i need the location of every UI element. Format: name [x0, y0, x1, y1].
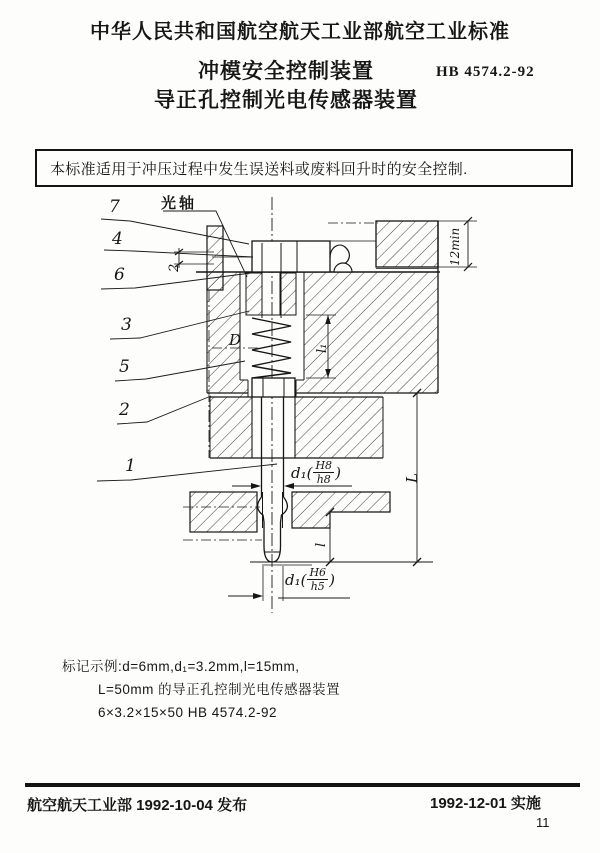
fit-upper-prefix: d₁(: [291, 463, 313, 482]
effective-date-text: 1992-12-01 实施: [430, 795, 541, 812]
min-engagement-label: 12min: [448, 227, 462, 266]
pilot-pin: [258, 397, 288, 562]
fit-lower-fraction: [307, 566, 328, 593]
title-line-1: 冲模安全控制装置: [198, 60, 374, 83]
l-label: l: [314, 542, 329, 547]
part-number-4: 4: [112, 229, 123, 249]
spring-diameter-label: D: [229, 331, 242, 349]
pin-hex-collar: [252, 378, 295, 397]
part-number-3: 3: [121, 315, 132, 335]
optical-axis-label: 光轴: [161, 195, 198, 212]
gap-dimension-label: 2: [167, 263, 182, 272]
marking-example: [62, 655, 340, 724]
stripper-plate: [210, 397, 383, 458]
part-number-2: 2: [119, 400, 130, 420]
part-number-5: 5: [119, 357, 130, 377]
fit-lower-denominator: h5: [310, 580, 325, 594]
part-number-6: 6: [114, 265, 125, 285]
guide-bushing: [246, 272, 296, 318]
fit-lower-suffix: ): [329, 570, 335, 589]
footer-rule: [25, 783, 580, 787]
example-line-2: L=50mm 的导正孔控制光电传感器装置: [98, 682, 341, 697]
fit-upper-suffix: ): [335, 463, 341, 482]
leader-1: [97, 464, 277, 481]
part-number-1: 1: [125, 456, 136, 476]
example-line-1: 标记示例:d=6mm,d₁=3.2mm,l=15mm,: [62, 659, 300, 674]
part-number-7: 7: [109, 197, 120, 217]
scope-text: 本标准适用于冲压过程中发生误送料或废料回升时的安全控制.: [50, 160, 468, 178]
fit-lower-prefix: d₁(: [285, 570, 307, 589]
leader-7: [101, 219, 249, 244]
standard-number: HB 4574.2-92: [436, 64, 535, 80]
l1-label: l₁: [315, 343, 330, 353]
leader-4: [104, 250, 253, 257]
fit-lower-numerator: H6: [309, 566, 327, 579]
fit-lower-label: [285, 566, 335, 593]
fit-upper-fraction: [313, 459, 334, 486]
title-line-2: 导正孔控制光电传感器装置: [154, 89, 418, 112]
cable-clip: [330, 245, 349, 266]
example-line-3: 6×3.2×15×50 HB 4574.2-92: [98, 705, 278, 720]
fit-upper-label: [291, 459, 341, 486]
standard-header: 中华人民共和国航空航天工业部航空工业标准: [90, 21, 510, 43]
screw-dome: [334, 263, 352, 272]
fit-upper-numerator: H8: [315, 459, 333, 472]
page-number: 11: [536, 815, 550, 830]
total-length-label: L: [403, 473, 421, 483]
lower-die: [183, 492, 433, 565]
fit-upper-denominator: h8: [316, 473, 331, 487]
issued-by-text: 航空航天工业部 1992-10-04 发布: [27, 797, 248, 814]
leader-2: [117, 396, 211, 424]
